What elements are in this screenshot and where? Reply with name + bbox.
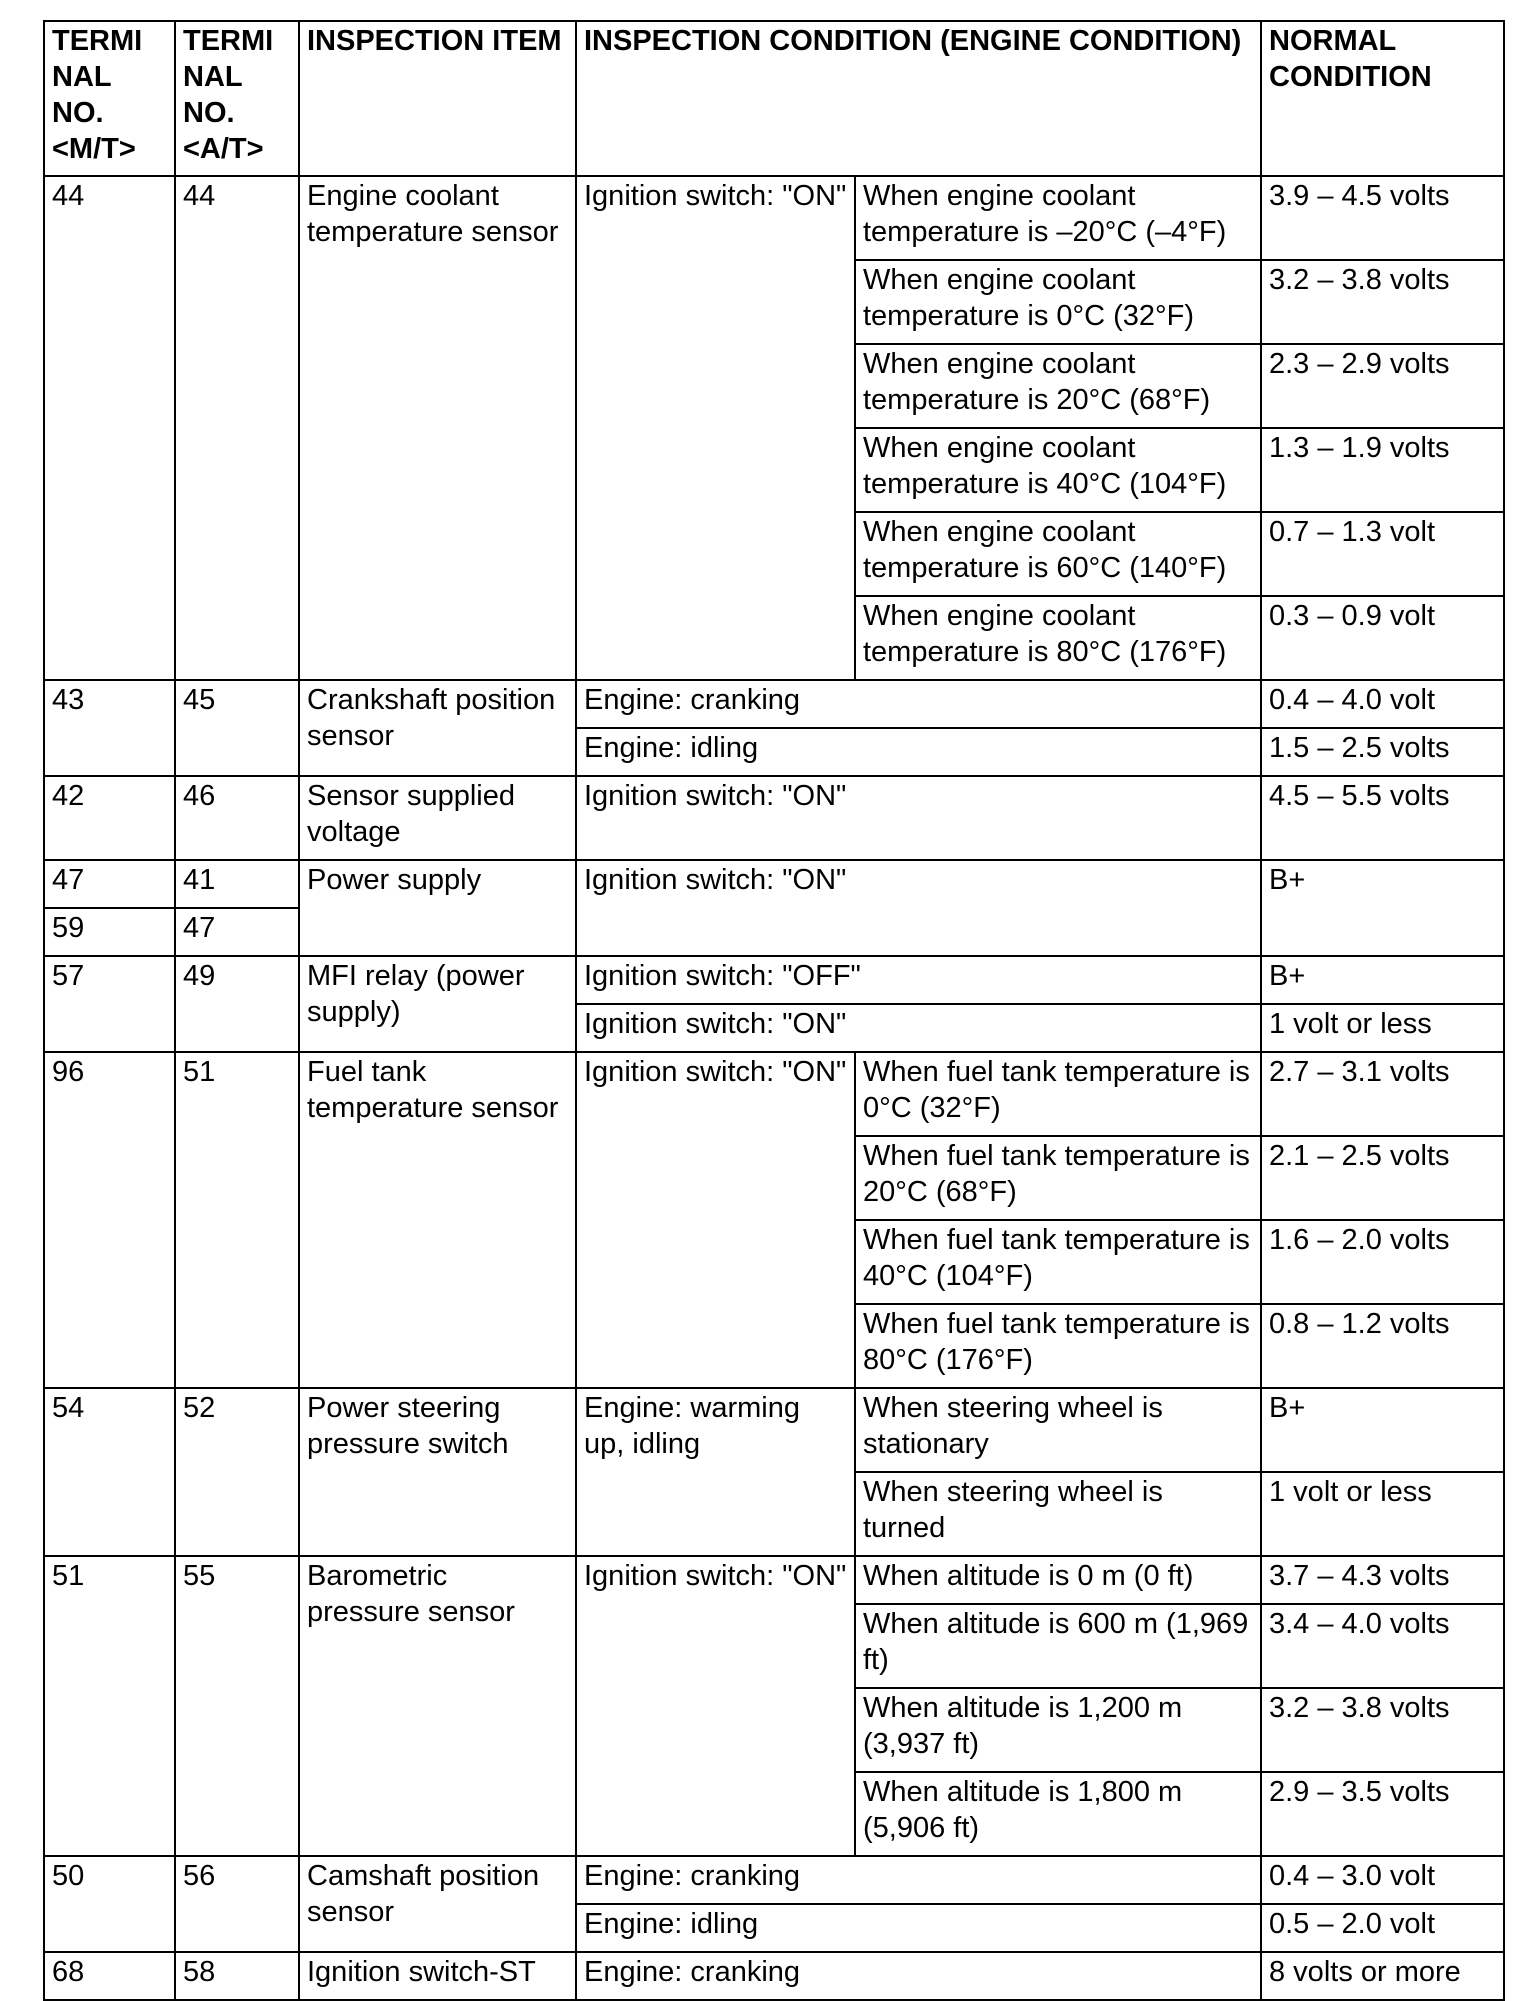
terminal-at-cell: 56 bbox=[175, 1856, 299, 1952]
inspection-condition-cell: Ignition switch: "OFF" bbox=[576, 956, 1261, 1004]
inspection-item-cell: Power steering pressure switch bbox=[299, 1388, 576, 1556]
table-row bbox=[44, 680, 1504, 728]
normal-condition-cell: 1.6 – 2.0 volts bbox=[1261, 1220, 1504, 1304]
inspection-condition-cell: Engine: cranking bbox=[576, 1952, 1261, 2000]
table-row bbox=[44, 1952, 1504, 2000]
sub-condition-cell: When steering wheel is turned bbox=[855, 1472, 1261, 1556]
normal-condition-cell: 1.3 – 1.9 volts bbox=[1261, 428, 1504, 512]
normal-condition-cell: 1.5 – 2.5 volts bbox=[1261, 728, 1504, 776]
table-row bbox=[44, 1856, 1504, 1904]
inspection-condition-cell: Ignition switch: "ON" bbox=[576, 860, 1261, 956]
normal-condition-cell: 8 volts or more bbox=[1261, 1952, 1504, 2000]
inspection-condition-cell: Engine: cranking bbox=[576, 680, 1261, 728]
table-row bbox=[44, 956, 1504, 1004]
terminal-at-cell: 45 bbox=[175, 680, 299, 776]
sub-condition-cell: When fuel tank temperature is 40°C (104°F) bbox=[855, 1220, 1261, 1304]
sub-condition-cell: When engine coolant temperature is 60°C (140°F) bbox=[855, 512, 1261, 596]
terminal-mt-cell: 42 bbox=[44, 776, 175, 860]
table-row bbox=[44, 1556, 1504, 1604]
normal-condition-cell: 0.7 – 1.3 volt bbox=[1261, 512, 1504, 596]
terminal-mt-cell: 54 bbox=[44, 1388, 175, 1556]
terminal-at-cell: 52 bbox=[175, 1388, 299, 1556]
sub-condition-cell: When altitude is 1,200 m (3,937 ft) bbox=[855, 1688, 1261, 1772]
inspection-item-cell: MFI relay (power supply) bbox=[299, 956, 576, 1052]
terminal-mt-cell: 43 bbox=[44, 680, 175, 776]
header-terminal-at: TERMI NAL NO. <A/T> bbox=[175, 21, 299, 176]
sub-condition-cell: When fuel tank temperature is 0°C (32°F) bbox=[855, 1052, 1261, 1136]
sub-condition-cell: When fuel tank temperature is 20°C (68°F) bbox=[855, 1136, 1261, 1220]
inspection-condition-cell: Engine: idling bbox=[576, 1904, 1261, 1952]
inspection-item-cell: Sensor supplied voltage bbox=[299, 776, 576, 860]
sub-condition-cell: When engine coolant temperature is 40°C (104°F) bbox=[855, 428, 1261, 512]
terminal-inspection-table bbox=[43, 20, 1505, 2001]
terminal-mt-cell: 68 bbox=[44, 1952, 175, 2000]
terminal-at-cell: 49 bbox=[175, 956, 299, 1052]
normal-condition-cell: 0.8 – 1.2 volts bbox=[1261, 1304, 1504, 1388]
inspection-item-cell: Fuel tank temperature sensor bbox=[299, 1052, 576, 1388]
table-row bbox=[44, 1052, 1504, 1136]
sub-condition-cell: When altitude is 600 m (1,969 ft) bbox=[855, 1604, 1261, 1688]
terminal-mt-cell: 50 bbox=[44, 1856, 175, 1952]
normal-condition-cell: B+ bbox=[1261, 1388, 1504, 1472]
inspection-condition-cell: Ignition switch: "ON" bbox=[576, 1556, 855, 1856]
inspection-item-cell: Engine coolant temperature sensor bbox=[299, 176, 576, 680]
table-row bbox=[44, 776, 1504, 860]
terminal-at-cell: 55 bbox=[175, 1556, 299, 1856]
table-row bbox=[44, 860, 1504, 908]
normal-condition-cell: 2.3 – 2.9 volts bbox=[1261, 344, 1504, 428]
terminal-at-cell: 47 bbox=[175, 908, 299, 956]
terminal-at-cell: 58 bbox=[175, 1952, 299, 2000]
terminal-at-cell: 51 bbox=[175, 1052, 299, 1388]
terminal-mt-cell: 51 bbox=[44, 1556, 175, 1856]
inspection-condition-cell: Ignition switch: "ON" bbox=[576, 1052, 855, 1388]
inspection-condition-cell: Ignition switch: "ON" bbox=[576, 1004, 1261, 1052]
normal-condition-cell: 2.7 – 3.1 volts bbox=[1261, 1052, 1504, 1136]
sub-condition-cell: When engine coolant temperature is –20°C (–4°F) bbox=[855, 176, 1261, 260]
normal-condition-cell: 2.1 – 2.5 volts bbox=[1261, 1136, 1504, 1220]
inspection-item-cell: Power supply bbox=[299, 860, 576, 956]
header-terminal-mt: TERMI NAL NO. <M/T> bbox=[44, 21, 175, 176]
sub-condition-cell: When engine coolant temperature is 0°C (32°F) bbox=[855, 260, 1261, 344]
sub-condition-cell: When altitude is 0 m (0 ft) bbox=[855, 1556, 1261, 1604]
terminal-at-cell: 46 bbox=[175, 776, 299, 860]
normal-condition-cell: 2.9 – 3.5 volts bbox=[1261, 1772, 1504, 1856]
normal-condition-cell: 0.4 – 3.0 volt bbox=[1261, 1856, 1504, 1904]
terminal-mt-cell: 44 bbox=[44, 176, 175, 680]
normal-condition-cell: B+ bbox=[1261, 956, 1504, 1004]
inspection-item-cell: Barometric pressure sensor bbox=[299, 1556, 576, 1856]
terminal-mt-cell: 59 bbox=[44, 908, 175, 956]
inspection-condition-cell: Engine: idling bbox=[576, 728, 1261, 776]
normal-condition-cell: 3.9 – 4.5 volts bbox=[1261, 176, 1504, 260]
sub-condition-cell: When steering wheel is stationary bbox=[855, 1388, 1261, 1472]
terminal-mt-cell: 47 bbox=[44, 860, 175, 908]
table-row bbox=[44, 176, 1504, 260]
terminal-at-cell: 41 bbox=[175, 860, 299, 908]
terminal-mt-cell: 96 bbox=[44, 1052, 175, 1388]
terminal-mt-cell: 57 bbox=[44, 956, 175, 1052]
normal-condition-cell: 0.4 – 4.0 volt bbox=[1261, 680, 1504, 728]
terminal-at-cell: 44 bbox=[175, 176, 299, 680]
header-inspection-item: INSPECTION ITEM bbox=[299, 21, 576, 176]
normal-condition-cell: 1 volt or less bbox=[1261, 1004, 1504, 1052]
normal-condition-cell: 0.5 – 2.0 volt bbox=[1261, 1904, 1504, 1952]
normal-condition-cell: B+ bbox=[1261, 860, 1504, 956]
inspection-condition-cell: Engine: warming up, idling bbox=[576, 1388, 855, 1556]
header-normal-condition: NORMAL CONDITION bbox=[1261, 21, 1504, 176]
inspection-condition-cell: Engine: cranking bbox=[576, 1856, 1261, 1904]
normal-condition-cell: 3.4 – 4.0 volts bbox=[1261, 1604, 1504, 1688]
inspection-item-cell: Ignition switch-ST bbox=[299, 1952, 576, 2000]
normal-condition-cell: 3.7 – 4.3 volts bbox=[1261, 1556, 1504, 1604]
inspection-condition-cell: Ignition switch: "ON" bbox=[576, 176, 855, 680]
normal-condition-cell: 3.2 – 3.8 volts bbox=[1261, 1688, 1504, 1772]
inspection-item-cell: Crankshaft position sensor bbox=[299, 680, 576, 776]
sub-condition-cell: When fuel tank temperature is 80°C (176°F) bbox=[855, 1304, 1261, 1388]
table-row bbox=[44, 1388, 1504, 1472]
header-inspection-condition: INSPECTION CONDITION (ENGINE CONDITION) bbox=[576, 21, 1261, 176]
normal-condition-cell: 1 volt or less bbox=[1261, 1472, 1504, 1556]
sub-condition-cell: When altitude is 1,800 m (5,906 ft) bbox=[855, 1772, 1261, 1856]
normal-condition-cell: 4.5 – 5.5 volts bbox=[1261, 776, 1504, 860]
inspection-condition-cell: Ignition switch: "ON" bbox=[576, 776, 1261, 860]
normal-condition-cell: 0.3 – 0.9 volt bbox=[1261, 596, 1504, 680]
inspection-item-cell: Camshaft position sensor bbox=[299, 1856, 576, 1952]
header-row bbox=[44, 21, 1504, 176]
sub-condition-cell: When engine coolant temperature is 80°C (176°F) bbox=[855, 596, 1261, 680]
sub-condition-cell: When engine coolant temperature is 20°C (68°F) bbox=[855, 344, 1261, 428]
normal-condition-cell: 3.2 – 3.8 volts bbox=[1261, 260, 1504, 344]
